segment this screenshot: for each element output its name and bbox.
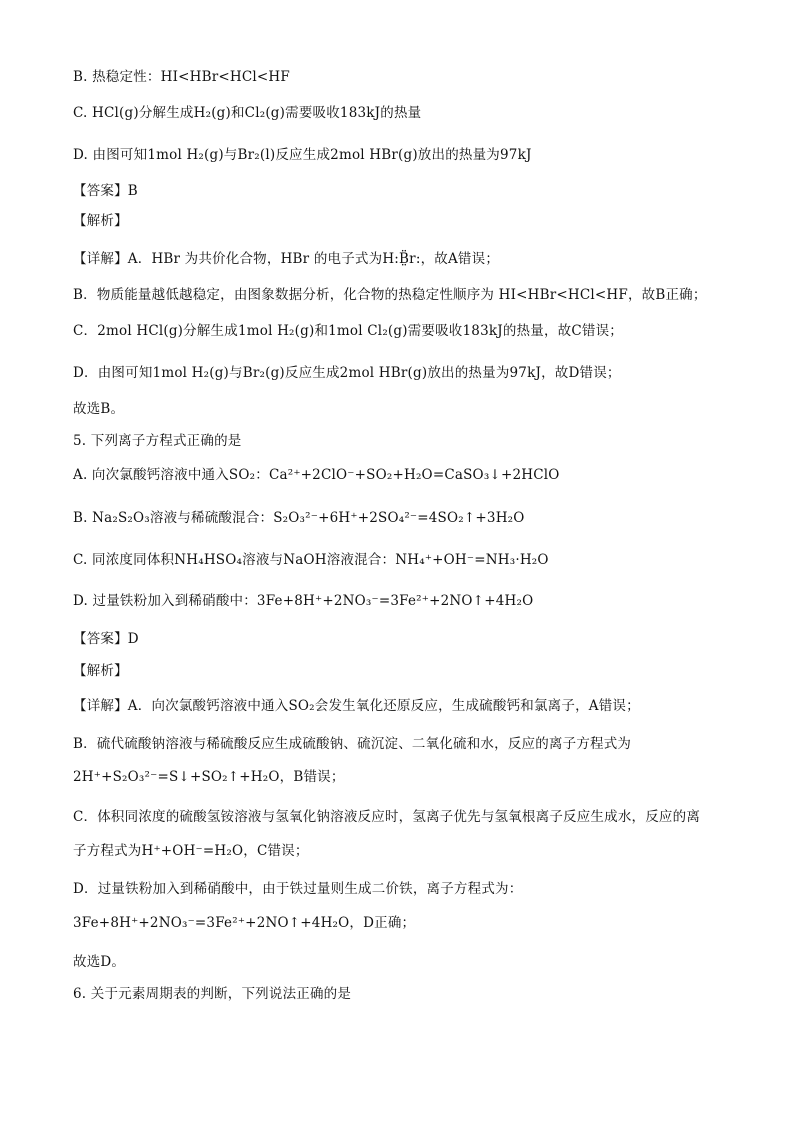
q5-explanation-c-1: C．体积同浓度的硫酸氢铵溶液与氢氧化钠溶液反应时，氢离子优先与氢氧根离子反应生成水，反应的离 bbox=[73, 809, 701, 825]
conclusion: 故选B。 bbox=[73, 401, 125, 417]
question-6-title: 6. 关于元素周期表的判断，下列说法正确的是 bbox=[73, 986, 352, 1002]
explanation-c: C．2mol HCl(g)分解生成1mol H₂(g)和1mol Cl₂(g)需要吸收183kJ的热量，故C错误； bbox=[73, 323, 623, 339]
explanation-b: B．物质能量越低越稳定，由图象数据分析，化合物的热稳定性顺序为 HI<HBr<HCl<HF，故B正确； bbox=[73, 287, 707, 303]
analysis-label-q5: 【解析】 bbox=[73, 663, 128, 679]
q5-explanation-c-2: 子方程式为H⁺+OH⁻=H₂O，C错误； bbox=[73, 843, 309, 859]
q5-explanation-b-1: B．硫代硫酸钠溶液与稀硫酸反应生成硫酸钠、硫沉淀、二氧化硫和水，反应的离子方程式为 bbox=[73, 736, 632, 752]
option-c-line: C. HCl(g)分解生成H₂(g)和Cl₂(g)需要吸收183kJ的热量 bbox=[73, 105, 422, 121]
analysis-label: 【解析】 bbox=[73, 213, 128, 229]
q5-option-b: B. Na₂S₂O₃溶液与稀硫酸混合：S₂O₃²⁻+6H⁺+2SO₄²⁻=4SO₂↑+3H₂O bbox=[73, 510, 525, 526]
explanation-a: 【详解】A．HBr 为共价化合物，HBr 的电子式为H:B̤̈r:，故A错误； bbox=[73, 251, 500, 267]
q5-option-d: D. 过量铁粉加入到稀硝酸中：3Fe+8H⁺+2NO₃⁻=3Fe²⁺+2NO↑+4H₂O bbox=[73, 593, 534, 609]
question-5-title: 5. 下列离子方程式正确的是 bbox=[73, 433, 242, 449]
q5-explanation-b-2: 2H⁺+S₂O₃²⁻=S↓+SO₂↑+H₂O，B错误； bbox=[73, 769, 345, 785]
explanation-d: D．由图可知1mol H₂(g)与Br₂(g)反应生成2mol HBr(g)放出的热量为97kJ，故D错误； bbox=[73, 365, 621, 381]
q5-option-a: A. 向次氯酸钙溶液中通入SO₂：Ca²⁺+2ClO⁻+SO₂+H₂O=CaSO₃↓+2HClO bbox=[73, 467, 560, 483]
q5-explanation-d-2: 3Fe+8H⁺+2NO₃⁻=3Fe²⁺+2NO↑+4H₂O，D正确； bbox=[73, 915, 416, 931]
option-b-line: B. 热稳定性：HI<HBr<HCl<HF bbox=[73, 69, 290, 85]
q5-option-c: C. 同浓度同体积NH₄HSO₄溶液与NaOH溶液混合：NH₄⁺+OH⁻=NH₃·H₂O bbox=[73, 552, 549, 568]
option-d-line: D. 由图可知1mol H₂(g)与Br₂(l)反应生成2mol HBr(g)放出的热量为97kJ bbox=[73, 147, 532, 163]
conclusion-q5: 故选D。 bbox=[73, 954, 126, 970]
answer-label-q5: 【答案】D bbox=[73, 631, 139, 647]
q5-explanation-a: 【详解】A．向次氯酸钙溶液中通入SO₂会发生氧化还原反应，生成硫酸钙和氯离子，A错误； bbox=[73, 698, 640, 714]
answer-label: 【答案】B bbox=[73, 183, 138, 199]
q5-explanation-d-1: D．过量铁粉加入到稀硝酸中，由于铁过量则生成二价铁，离子方程式为： bbox=[73, 881, 523, 897]
